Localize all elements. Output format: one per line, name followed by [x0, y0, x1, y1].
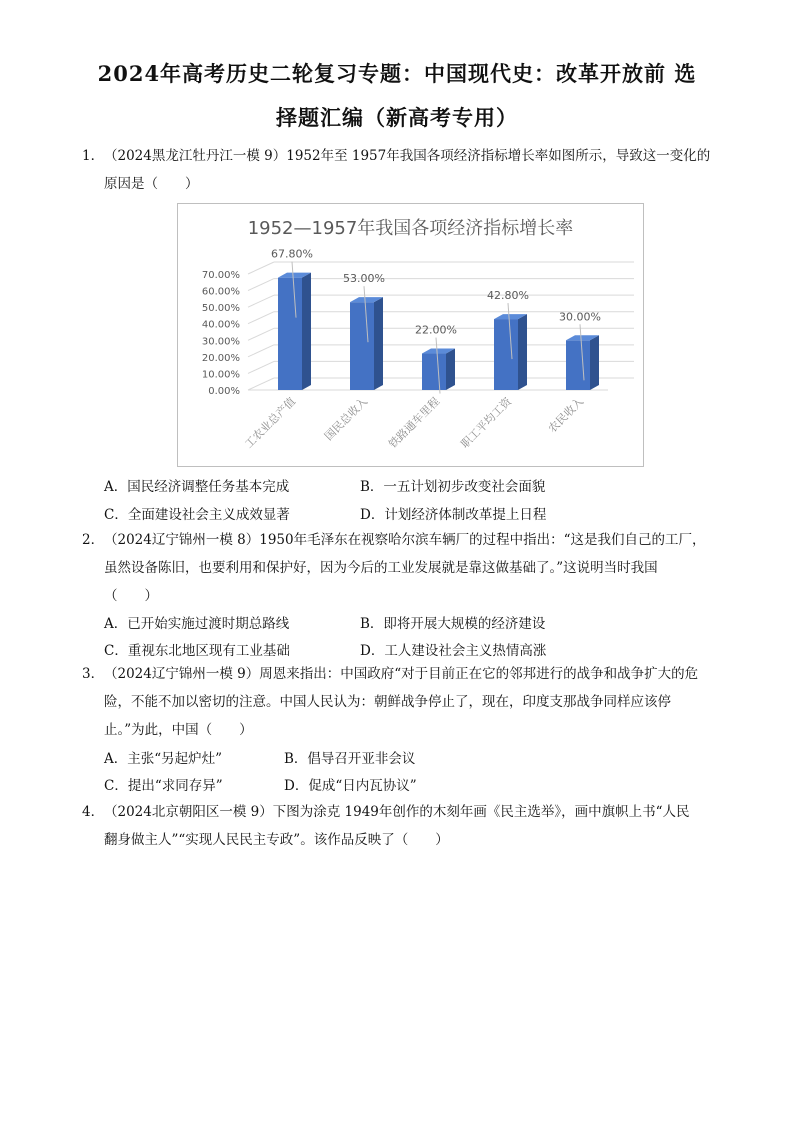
gridline-connector: [248, 295, 274, 307]
question-text: （2024北京朝阳区一模 9）下图为涂克 1949年创作的木刻年画《民主选举》，画中旗帜上书“人民: [104, 804, 690, 820]
question-number: 3．: [82, 666, 105, 682]
option-b[interactable]: B．倡导召开亚非会议: [284, 751, 416, 767]
x-tick-label: 职工平均工资: [458, 394, 515, 451]
y-tick-label: 70.00%: [201, 270, 240, 281]
option-d[interactable]: D．计划经济体制改革提上日程: [360, 507, 547, 523]
question-text: （2024辽宁锦州一模 8）1950年毛泽东在视察哈尔滨车辆厂的过程中指出：“这是我们自己的工厂，: [104, 532, 706, 548]
chart-title: 1952—1957年我国各项经济指标增长率: [247, 218, 574, 239]
y-tick-label: 60.00%: [201, 286, 240, 298]
doc-title-line1: 2024年高考历史二轮复习专题：中国现代史：改革开放前 选: [97, 61, 697, 86]
question-text: 止。”为此，中国（ ）: [104, 722, 253, 738]
bar-side: [374, 297, 383, 390]
gridline-connector: [248, 328, 274, 340]
gridline-connector: [248, 361, 274, 373]
question-text: （ ）: [104, 588, 158, 604]
x-tick-label: 国民总收入: [322, 394, 371, 444]
question-number: 4．: [82, 804, 105, 820]
question-2: [82, 526, 722, 610]
option-d[interactable]: D．工人建设社会主义热情高涨: [360, 643, 547, 659]
y-tick-label: 50.00%: [201, 303, 240, 315]
bar-side: [302, 273, 311, 390]
gridline-connector: [248, 312, 274, 324]
option-a[interactable]: A．已开始实施过渡时期总路线: [104, 616, 290, 632]
y-tick-label: 10.00%: [201, 369, 240, 381]
option-c[interactable]: C．提出“求同存异”: [104, 778, 223, 794]
option-a[interactable]: A．主张“另起炉灶”: [104, 751, 223, 767]
option-b[interactable]: B．一五计划初步改变社会面貌: [360, 479, 546, 495]
option-a[interactable]: A．国民经济调整任务基本完成: [104, 479, 290, 495]
data-label: 22.00%: [415, 323, 457, 337]
y-tick-label: 30.00%: [201, 336, 240, 348]
bar: [278, 278, 302, 390]
question-number: 1．: [82, 148, 105, 164]
question-3: [82, 660, 722, 744]
question-number: 2．: [82, 532, 105, 548]
bar: [566, 340, 590, 390]
gridline-connector: [248, 279, 274, 291]
bar-side: [590, 335, 599, 390]
bar: [494, 319, 518, 390]
data-label: 67.80%: [271, 247, 313, 261]
data-label: 30.00%: [559, 310, 601, 324]
doc-title-line2: 择题汇编（新高考专用）: [276, 105, 518, 130]
gridline-connector: [248, 378, 274, 390]
option-d[interactable]: D．促成“日内瓦协议”: [284, 778, 417, 794]
question-text: 险，不能不加以密切的注意。中国人民认为：朝鲜战争停止了，现在，印度支那战争同样应该停: [104, 694, 671, 710]
y-tick-label: 20.00%: [201, 352, 240, 364]
question-text: （2024辽宁锦州一模 9）周恩来指出：中国政府“对于目前正在它的邻邦进行的战争和战争扩大的危: [104, 666, 699, 682]
question-4: [82, 798, 722, 854]
y-tick-label: 0.00%: [208, 386, 240, 397]
gridline-connector: [248, 345, 274, 357]
option-b[interactable]: B．即将开展大规模的经济建设: [360, 616, 546, 632]
data-label: 42.80%: [487, 289, 529, 303]
question-text: （2024黑龙江牡丹江一模 9）1952年至 1957年我国各项经济指标增长率如图所示，导致这一变化的: [104, 148, 711, 164]
question-text: 原因是（ ）: [104, 176, 199, 192]
chart-svg: [178, 204, 643, 466]
data-label: 53.00%: [343, 272, 385, 286]
question-1: [82, 142, 722, 198]
growth-rate-chart: [177, 203, 644, 467]
bar-side: [446, 349, 455, 390]
x-tick-label: 铁路通车里程: [386, 394, 443, 451]
question-text: 虽然设备陈旧，也要利用和保护好，因为今后的工业发展就是靠这做基础了。”这说明当时我国: [104, 560, 658, 576]
bar: [422, 354, 446, 390]
y-tick-label: 40.00%: [201, 319, 240, 331]
gridline-connector: [248, 262, 274, 274]
x-tick-label: 工农业总产值: [242, 394, 299, 451]
option-c[interactable]: C．全面建设社会主义成效显著: [104, 507, 290, 523]
question-text: 翻身做主人”“实现人民民主专政”。该作品反映了（ ）: [104, 832, 449, 848]
bar: [350, 302, 374, 390]
bar-side: [518, 314, 527, 390]
option-c[interactable]: C．重视东北地区现有工业基础: [104, 643, 290, 659]
x-tick-label: 农民收入: [545, 394, 587, 436]
